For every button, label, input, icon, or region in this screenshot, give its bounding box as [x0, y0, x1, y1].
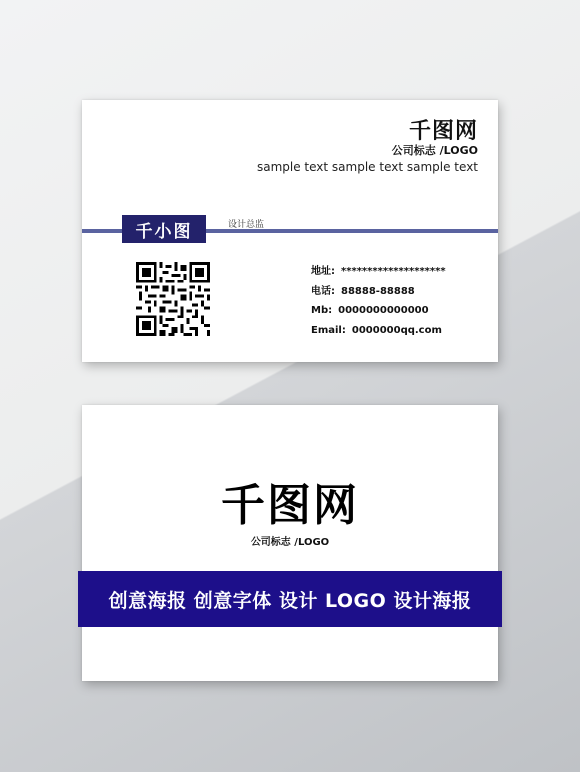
- brand-logo: 千图网: [408, 119, 478, 144]
- business-card-back: [82, 100, 498, 362]
- contact-email: Email: 0000000qq.com: [311, 324, 442, 336]
- job-title: 设计总监: [228, 220, 265, 230]
- banner-edge-right: [497, 571, 502, 627]
- contact-address: 地址: ********************: [311, 266, 446, 277]
- sample-text: sample text sample text sample text: [256, 160, 478, 174]
- person-name: 千小图: [122, 215, 206, 243]
- qr-code-icon: [135, 262, 211, 336]
- brand-subtitle: 公司标志 /LOGO: [391, 144, 478, 157]
- contact-phone: 电话: 88888-88888: [311, 285, 415, 297]
- front-brand-subtitle: 公司标志 /LOGO: [250, 537, 330, 548]
- slogan-banner: 创意海报 创意字体 设计 LOGO 设计海报: [82, 571, 498, 627]
- front-brand-logo: 千图网: [221, 480, 359, 531]
- contact-mobile: Mb: 0000000000000: [311, 305, 429, 316]
- contact-info: [311, 262, 446, 340]
- business-card-front: [82, 405, 498, 681]
